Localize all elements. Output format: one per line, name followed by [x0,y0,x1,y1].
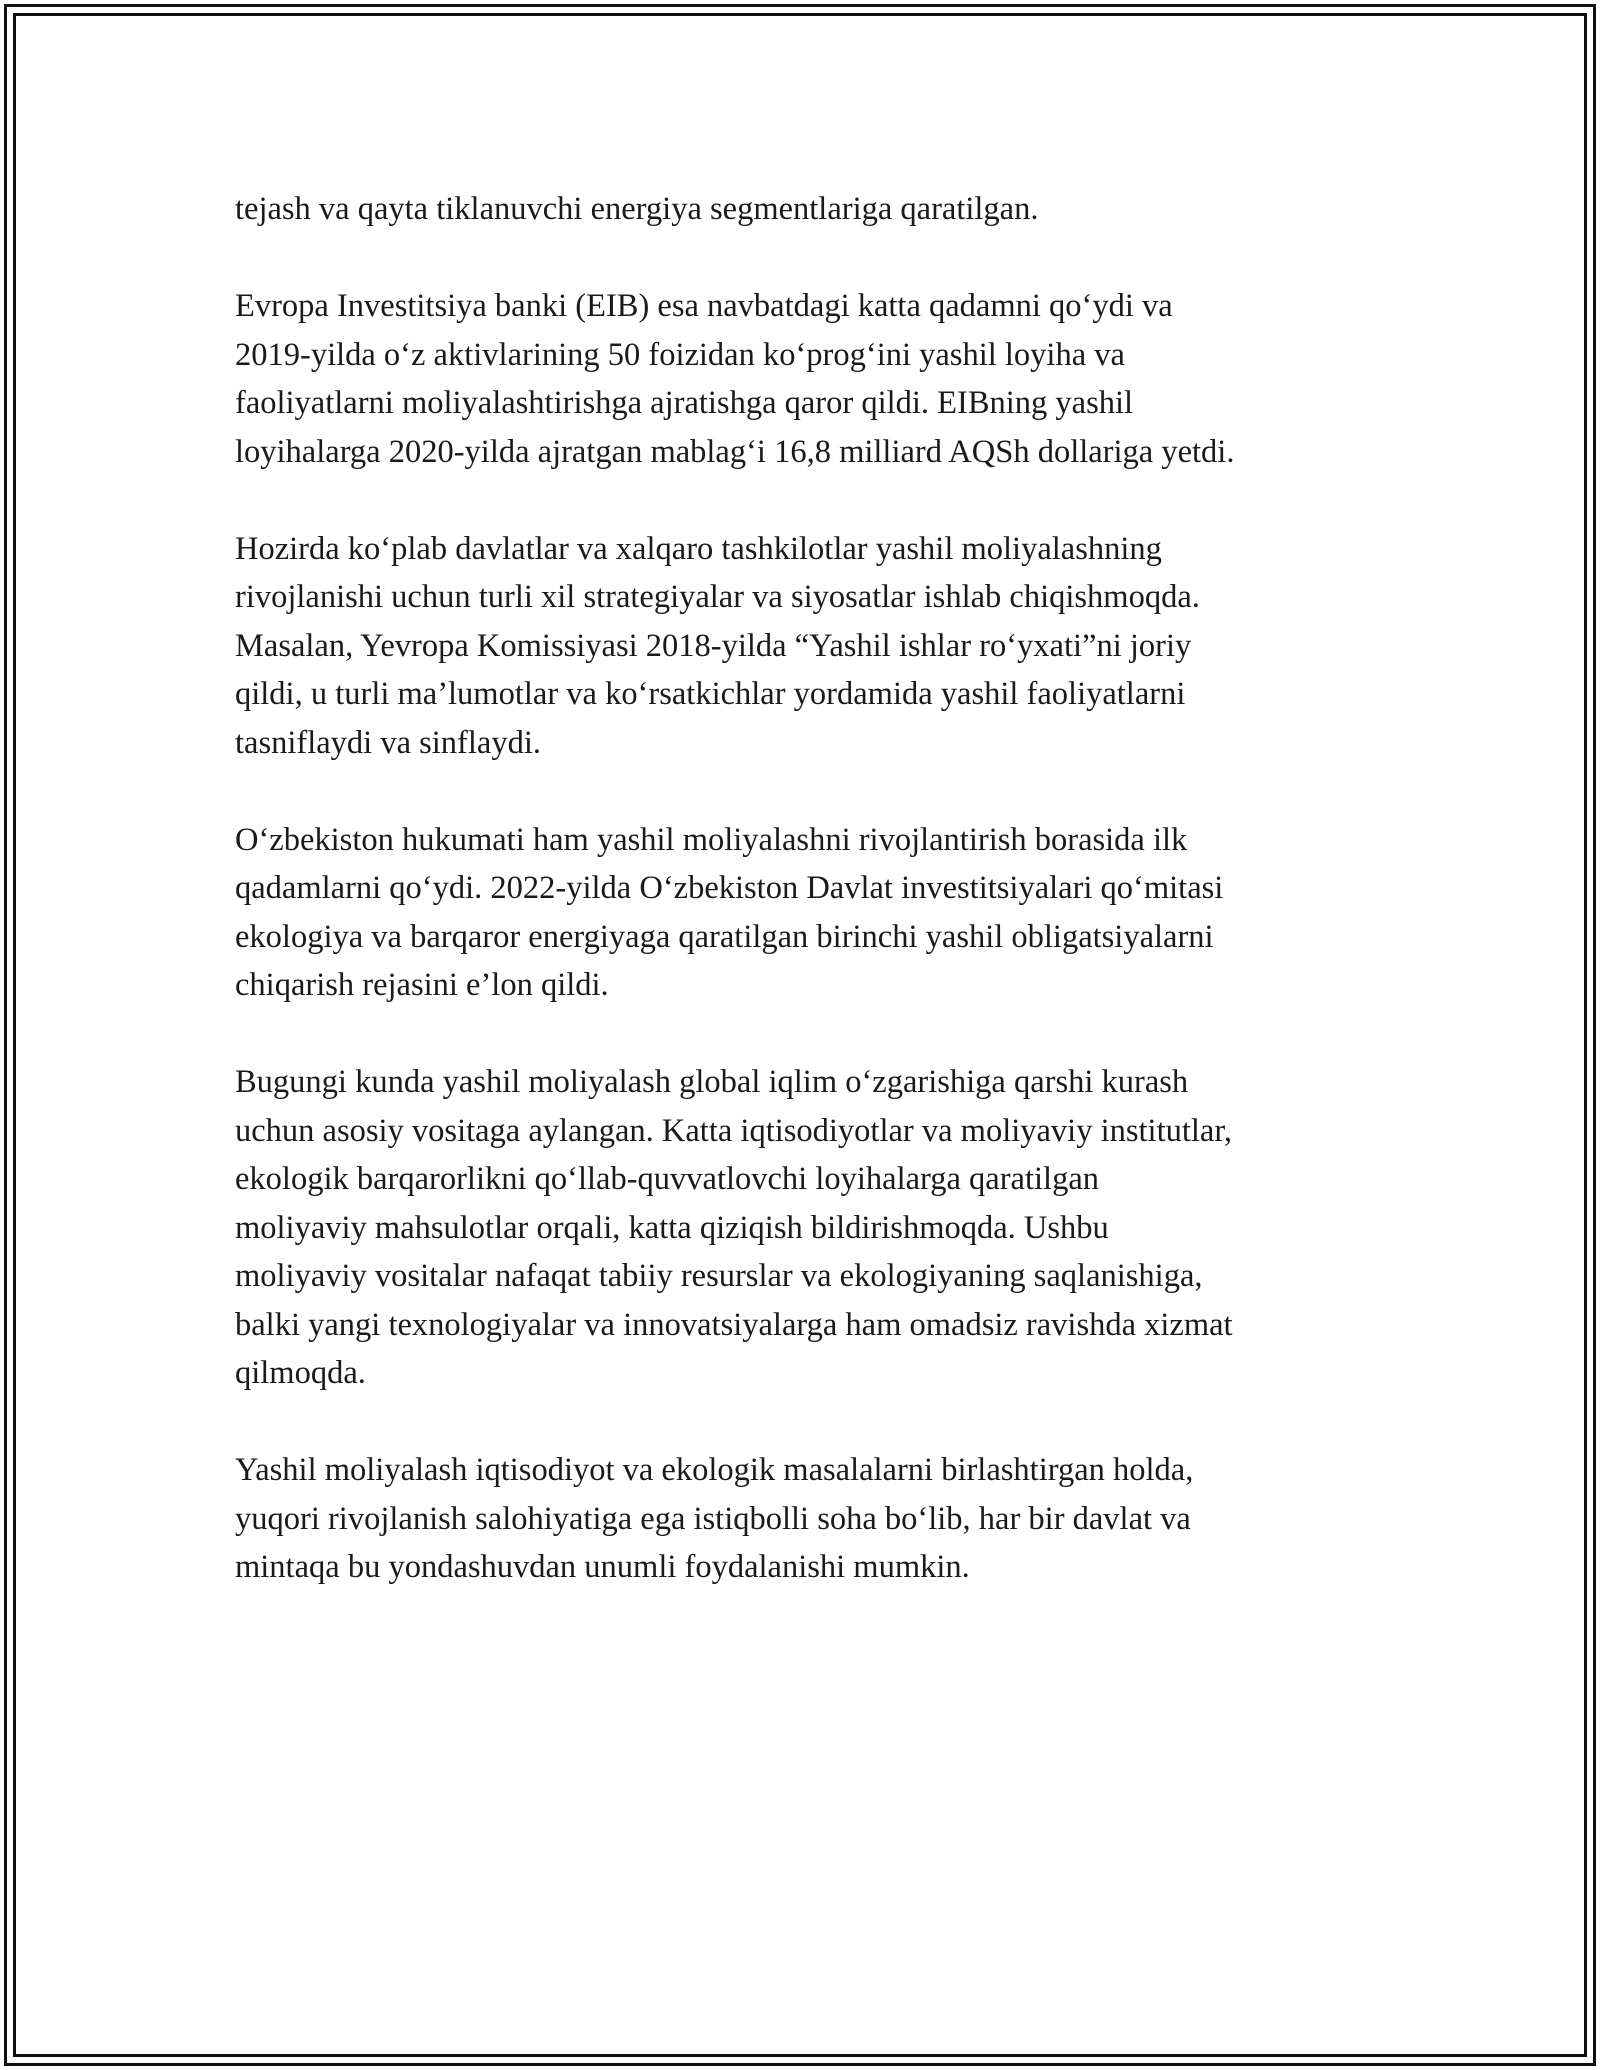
paragraph-5 [235,1058,1375,1398]
text-line: qilmoqda. [235,1355,366,1391]
paragraph-6 [235,1446,1375,1592]
text-line: rivojlanishi uchun turli xil strategiyalar va siyosatlar ishlab chiqishmoqda. [235,579,1200,615]
document-body [235,185,1375,1640]
paragraph-1 [235,185,1375,234]
text-line: loyihalarga 2020-yilda ajratgan mablag‘i 16,8 milliard AQSh dollariga yetdi. [235,433,1235,470]
text-line: yuqori rivojlanish salohiyatiga ega istiqbolli soha bo‘lib, har bir davlat va [235,1500,1191,1537]
text-line: moliyaviy mahsulotlar orqali, katta qiziqish bildirishmoqda. Ushbu [235,1209,1109,1246]
text-line: Hozirda ko‘plab davlatlar va xalqaro tashkilotlar yashil moliyalashning [235,530,1162,567]
text-line: 2019-yilda o‘z aktivlarining 50 foizidan ko‘prog‘ini yashil loyiha va [235,336,1125,373]
text-line: Masalan, Yevropa Komissiyasi 2018-yilda “Yashil ishlar ro‘yxati”ni joriy [235,627,1192,664]
text-line: tejash va qayta tiklanuvchi energiya segmentlariga qaratilgan. [235,191,1039,227]
text-line: balki yangi texnologiyalar va innovatsiyalarga ham omadsiz ravishda xizmat [235,1306,1233,1343]
paragraph-4 [235,816,1375,1010]
text-line: uchun asosiy vositaga aylangan. Katta iqtisodiyotlar va moliyaviy institutlar, [235,1112,1232,1149]
text-line: Bugungi kunda yashil moliyalash global iqlim o‘zgarishiga qarshi kurash [235,1064,1189,1100]
text-line: O‘zbekiston hukumati ham yashil moliyalashni rivojlantirish borasida ilk [235,821,1188,858]
text-line: qildi, u turli ma’lumotlar va ko‘rsatkichlar yordamida yashil faoliyatlarni [235,676,1186,712]
paragraph-2 [235,282,1375,476]
text-line: qadamlarni qo‘ydi. 2022-yilda O‘zbekiston Davlat investitsiyalari qo‘mitasi [235,870,1224,906]
text-line: tasniflaydi va sinflaydi. [235,724,541,761]
text-line: ekologik barqarorlikni qo‘llab-quvvatlovchi loyihalarga qaratilgan [235,1161,1099,1197]
text-line: chiqarish rejasini e’lon qildi. [235,967,609,1003]
text-line: moliyaviy vositalar nafaqat tabiiy resurslar va ekologiyaning saqlanishiga, [235,1258,1203,1294]
text-line: mintaqa bu yondashuvdan unumli foydalanishi mumkin. [235,1549,970,1585]
text-line: faoliyatlarni moliyalashtirishga ajratishga qaror qildi. EIBning yashil [235,385,1134,421]
text-line: Yashil moliyalash iqtisodiyot va ekologik masalalarni birlashtirgan holda, [235,1452,1194,1488]
text-line: ekologiya va barqaror energiyaga qaratilgan birinchi yashil obligatsiyalarni [235,918,1214,955]
text-line: Evropa Investitsiya banki (EIB) esa navbatdagi katta qadamni qo‘ydi va [235,288,1173,324]
paragraph-3 [235,525,1375,768]
